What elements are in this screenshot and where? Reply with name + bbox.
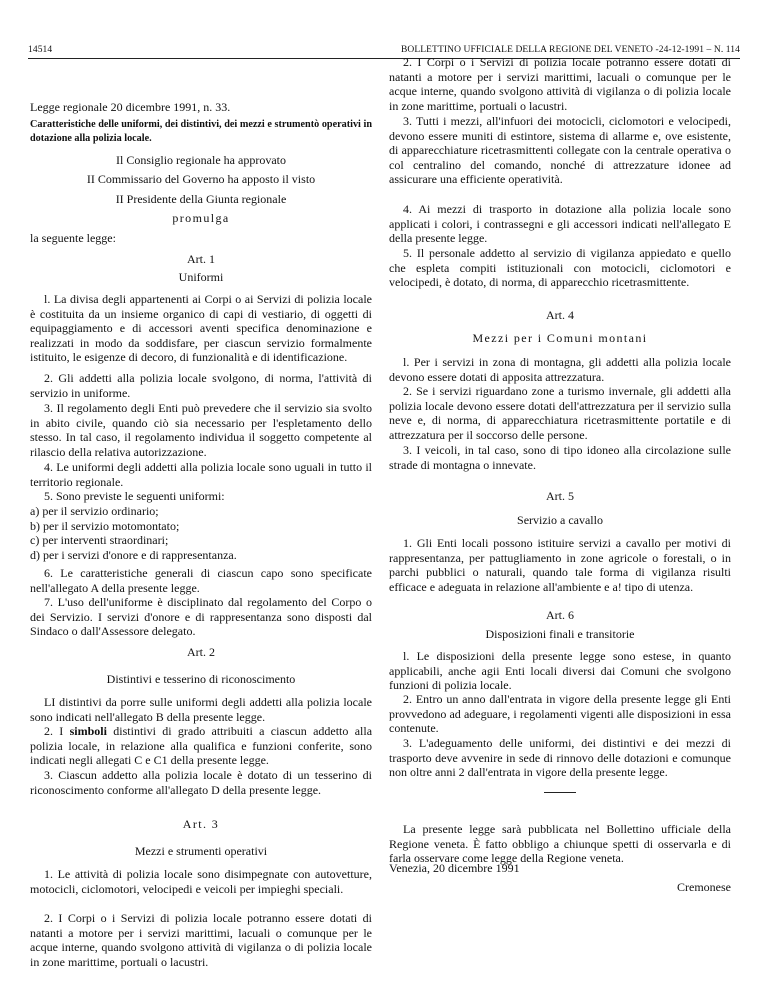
art1-paragraph-6: 6. Le caratteristiche generali di ciascun capo sono specificate nell'allegato A della presente legge. [30,566,372,595]
art3-paragraph-5: 5. Il personale addetto al servizio di vigilanza appiedato e quello che espleta compiti istituzionali con motocicli, ciclomotori e velocipedi, è dotato, di norma, di apparecchio ricetrasmittente. [389,246,731,290]
page-number: 14514 [28,45,53,55]
following-law: la seguente legge: [30,231,116,245]
art6-number: Art. 6 [546,608,574,622]
art4-paragraph-3: 3. I veicoli, in tal caso, sono di tipo idoneo alla circolazione sulle strade di montagna o innevate. [389,443,731,472]
art1-number: Art. 1 [187,252,215,266]
list-item: b) per il servizio motomontato; [30,518,180,533]
art6-paragraph-2: 2. Entro un anno dall'entrata in vigore della presente legge gli Enti provvedono ad adeguare, i regolamenti vigenti alle disposizioni in essa contenute. [389,692,731,736]
list-item: a) per il servizio ordinario; [30,504,159,518]
art1-paragraph-3: 3. Il regolamento degli Enti può prevedere che il servizio sia svolto in abito civile, quando ciò sia necessario per l'espletamento dello stesso. In tal caso, il regolamento individua il soggetto competente al rilascio della relativa autorizzazione. [30,401,372,459]
art4-number: Art. 4 [546,308,574,322]
art6-paragraph-3: 3. L'adeguamento delle uniformi, dei distintivi e dei mezzi di trasporto deve avvenire in sede di rinnovo delle dotazioni e comunque non oltre anni 2 dall'entrata in vigore della presente legge. [389,736,731,780]
art5-heading: Servizio a cavallo [517,513,603,527]
art3-paragraph-2-start: 2. I Corpi o i Servizi di polizia locale potranno essere dotati di natanti a motore per i servizi marittimi, lacuali o comunque per le acque interne, quando svolgono attività di vigilanza o di polizia locale in zone marittime, portuali o lacustri. [30,911,372,969]
simboli-emphasis: simboli [69,724,107,738]
art5-number: Art. 5 [546,489,574,503]
list-item: d) per i servizi d'onore e di rappresentanza. [30,547,237,562]
art6-paragraph-1: l. Le disposizioni della presente legge sono estese, in quanto applicabili, anche agii Enti locali diversi dai Comuni che svolgono funzioni di polizia locale. [389,649,731,693]
art3-paragraph-1: 1. Le attività di polizia locale sono disimpegnate con autovetture, motocicli, ciclomotori, velocipedi e veicoli per impieghi speciali. [30,867,372,896]
art1-heading: Uniformi [178,270,224,284]
art3-paragraph-3: 3. Tutti i mezzi, all'infuori dei motocicli, ciclomotori e velocipedi, devono essere muniti di estintore, sistema di allarme e, ove esistente, di apparecchiature ricetrasmittenti collegate con la centrale operativa o col centralino del comando, nonché di attrezzature idonee ad assicurare una efficiente operatività. [389,114,731,187]
uniform-list [30,504,372,562]
art3-paragraph-2-cont: 2. I Corpi o i Servizi di polizia locale potranno essere dotati di natanti a motore per i servizi marittimi, lacuali o comunque per le acque interne, quando svolgono attività di vigilanza o di polizia locale in zone marittime, portuali o lacustri. [389,55,731,113]
art3-heading: Mezzi e strumenti operativi [134,844,268,858]
running-title: BOLLETTINO UFFICIALE DELLA REGIONE DEL VENETO -24-12-1991 – N. 114 [400,45,740,55]
place-date: Venezia, 20 dicembre 1991 [389,861,520,875]
preamble-line-3: II Presidente della Giunta regionale [115,192,287,206]
art1-paragraph-5: 5. Sono previste le seguenti uniformi: [44,489,225,503]
law-title: Legge regionale 20 dicembre 1991, n. 33. [30,100,231,114]
publication-clause: La presente legge sarà pubblicata nel Bollettino ufficiale della Regione veneta. È fatto obbligo a chiunque spetti di osservarla e di farla osservare come legge della Regione veneta. [389,822,731,866]
signature: Cremonese [677,880,731,894]
art1-paragraph-2: 2. Gli addetti alla polizia locale svolgono, di norma, l'attività di servizio in uniforme. [30,371,372,400]
preamble-line-1: Il Consiglio regionale ha approvato [116,153,286,167]
art4-heading: Mezzi per i Comuni montani [472,331,648,345]
list-item: c) per interventi straordinari; [30,533,169,548]
law-subject: Caratteristiche delle uniformi, dei distintivi, dei mezzi e strumentò operativi in dotazione alla polizia locale. [30,119,372,144]
preamble-line-2: II Commissario del Governo ha apposto il visto [86,172,316,186]
art1-paragraph-1: l. La divisa degli appartenenti ai Corpi o ai Servizi di polizia locale è costituita da un insieme organico di capi di vestiario, di oggetti di equipaggiamento e di accessori aventi specifica denominazione e realizzati in modo da soddisfare, per ciascun servizio formalmente istituito, le esigenze di decoro, di funzionalità e di identificazione. [30,292,372,365]
end-rule [389,792,731,793]
art1-paragraph-7: 7. L'uso dell'uniforme è disciplinato dal regolamento del Corpo o dei Servizio. I servizi d'onore e di rappresentanza sono disposti dal Sindaco o dall'Assessore delegato. [30,595,372,639]
art1-paragraph-4: 4. Le uniformi degli addetti alla polizia locale sono uguali in tutto il territorio regionale. [30,460,372,489]
art3-paragraph-4: 4. Ai mezzi di trasporto in dotazione alla polizia locale sono applicati i colori, i contrassegni e gli accessori indicati nell'allegato E della presente legge. [389,202,731,246]
art5-paragraph-1: 1. Gli Enti locali possono istituire servizi a cavallo per motivi di rappresentanza, per pattugliamento in zone agricole o forestali, o in parchi pubblici o naturali, quando tale forma di vigilanza risulti efficace e adeguata in relazione all'ambiente e a! tipo di utenza. [389,536,731,594]
art6-heading: Disposizioni finali e transitorie [485,627,635,641]
art4-paragraph-1: l. Per i servizi in zona di montagna, gli addetti alla polizia locale devono essere dotati di apposita attrezzatura. [389,355,731,384]
promulga: promulga [172,211,230,225]
art3-number: Art. 3 [182,817,220,831]
art2-paragraph-3: 3. Ciascun addetto alla polizia locale è dotato di un tesserino di riconoscimento conforme all'allegato D della presente legge. [30,768,372,797]
art2-paragraph-1: LI distintivi da porre sulle uniformi degli addetti alla polizia locale sono indicati nell'allegato B della presente legge. [30,695,372,724]
art2-heading: Distintivi e tesserino di riconoscimento [106,672,296,686]
art2-number: Art. 2 [187,645,215,659]
art2-paragraph-2: 2. I simboli distintivi di grado attribuiti a ciascun addetto alla polizia locale, in relazione alla qualifica e funzioni conferite, sono indicati negli allegati C e C1 della presente legge. [30,724,373,768]
art4-paragraph-2: 2. Se i servizi riguardano zone a turismo invernale, gli addetti alla polizia locale devono essere dotati dell'attrezzatura per il servizio sulla neve e, di norma, di apparecchiatura ricetrasmittente portatile e di attrezzatura per il soccorso delle persone. [389,384,731,442]
